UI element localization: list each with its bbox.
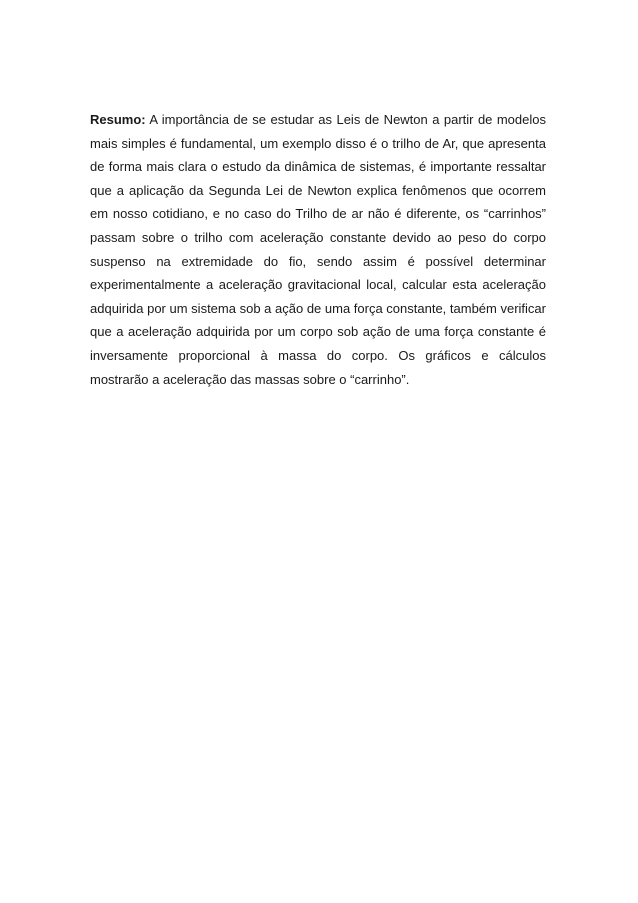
abstract-paragraph [90,108,546,391]
abstract-text: A importância de se estudar as Leis de Newton a partir de modelos mais simples é fundamental, um exemplo disso é o trilho de Ar, que apresenta de forma mais clara o estudo da dinâmica de sistemas, é importante ressaltar que a aplicação da Segunda Lei de Newton explica fenômenos que ocorrem em nosso cotidiano, e no caso do Trilho de ar não é diferente, os “carrinhos” passam sobre o trilho com aceleração constante devido ao peso do corpo suspenso na extremidade do fio, sendo assim é possível determinar experimentalmente a aceleração gravitacional local, calcular esta aceleração adquirida por um sistema sob a ação de uma força constante, também verificar que a aceleração adquirida por um corpo sob ação de uma força constante é inversamente proporcional à massa do corpo. Os gráficos e cálculos mostrarão a aceleração das massas sobre o “carrinho”. [90,112,546,387]
abstract-label: Resumo: [90,112,146,127]
